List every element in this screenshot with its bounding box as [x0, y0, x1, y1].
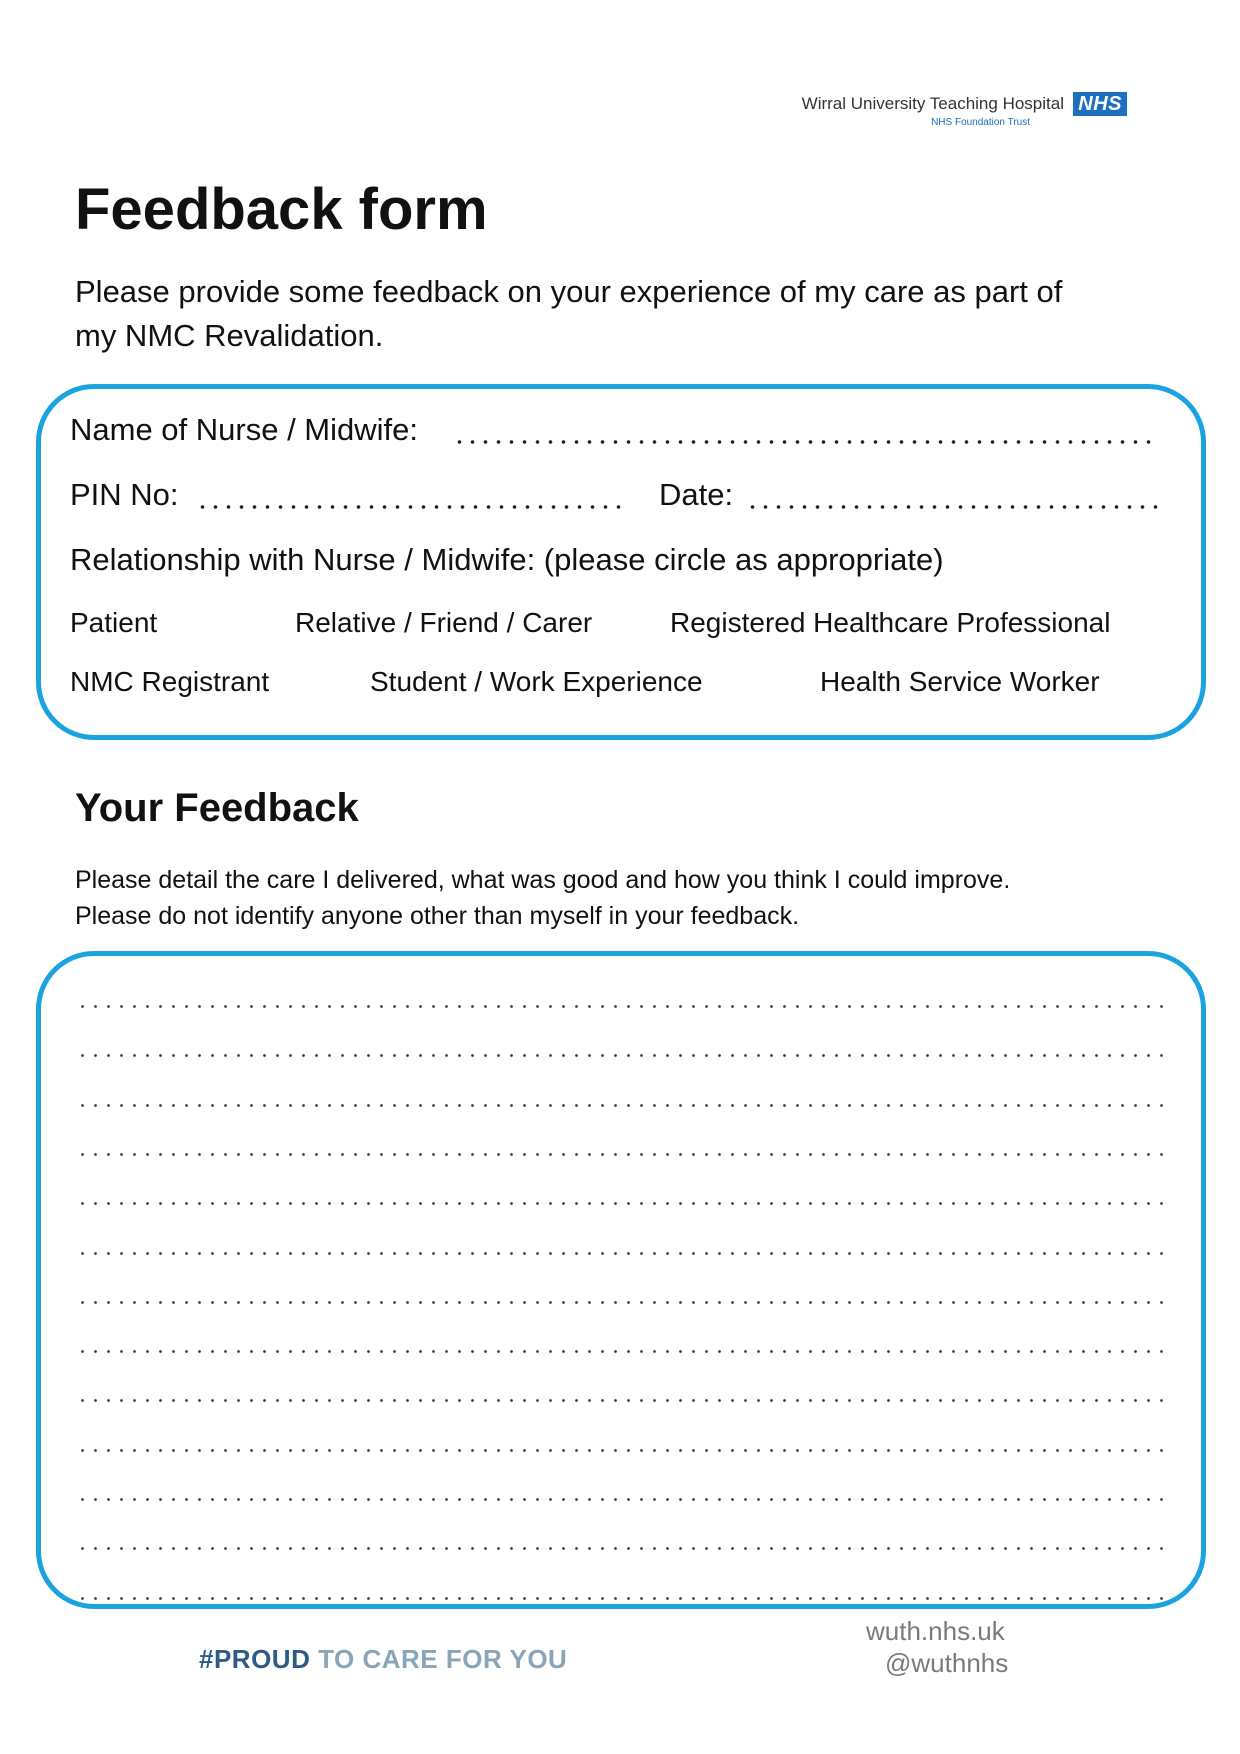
feedback-line[interactable] — [76, 1153, 1166, 1156]
feedback-line[interactable] — [76, 1202, 1166, 1205]
footer-twitter[interactable]: @wuthnhs — [885, 1648, 1009, 1678]
option-nmc-registrant[interactable]: NMC Registrant — [70, 666, 270, 697]
hospital-logo — [760, 90, 1160, 130]
feedback-line[interactable] — [76, 1054, 1166, 1057]
intro-text: Please provide some feedback on your experience of my care as part of my NMC Revalidation. — [75, 274, 1063, 353]
org-subtitle: NHS Foundation Trust — [931, 117, 1030, 128]
page-title: Feedback form — [75, 177, 488, 242]
nurse-name-field[interactable] — [453, 440, 1158, 444]
option-patient[interactable]: Patient — [70, 607, 158, 638]
feedback-box — [36, 951, 1206, 1609]
instruction-line-1: Please detail the care I delivered, what was good and how you think I could improve. — [75, 866, 1011, 894]
option-registered-healthcare-professional[interactable]: Registered Healthcare Professional — [670, 607, 1111, 638]
date-field[interactable] — [746, 505, 1158, 509]
feedback-line[interactable] — [76, 1104, 1166, 1107]
feedback-instructions — [75, 862, 1125, 934]
feedback-line[interactable] — [76, 1350, 1166, 1353]
option-relative-friend-carer[interactable]: Relative / Friend / Carer — [295, 607, 593, 638]
feedback-line[interactable] — [76, 1597, 1166, 1600]
org-name: Wirral University Teaching Hospital — [801, 94, 1064, 113]
feedback-line[interactable] — [76, 1449, 1166, 1452]
feedback-line[interactable] — [76, 1301, 1166, 1304]
feedback-line[interactable] — [76, 1498, 1166, 1501]
option-student-work-experience[interactable]: Student / Work Experience — [370, 666, 703, 697]
footer-tagline — [199, 1644, 567, 1675]
relationship-label: Relationship with Nurse / Midwife: (please circle as appropriate) — [70, 542, 944, 577]
instruction-line-2: Please do not identify anyone other than myself in your feedback. — [75, 902, 800, 930]
feedback-heading: Your Feedback — [75, 786, 359, 830]
feedback-line[interactable] — [76, 1005, 1166, 1008]
feedback-line[interactable] — [76, 1547, 1166, 1550]
footer-website[interactable]: wuth.nhs.uk — [866, 1616, 1005, 1646]
tagline-hash: #PROUD — [199, 1644, 311, 1674]
nhs-badge: NHS — [1073, 92, 1127, 116]
tagline-rest: TO CARE FOR YOU — [310, 1644, 568, 1674]
pin-field[interactable] — [196, 505, 626, 509]
feedback-line[interactable] — [76, 1399, 1166, 1402]
feedback-line[interactable] — [76, 1252, 1166, 1255]
option-health-service-worker[interactable]: Health Service Worker — [820, 666, 1100, 697]
pin-label: PIN No: — [70, 477, 179, 512]
nurse-name-label: Name of Nurse / Midwife: — [70, 412, 418, 447]
date-label: Date: — [659, 477, 734, 512]
